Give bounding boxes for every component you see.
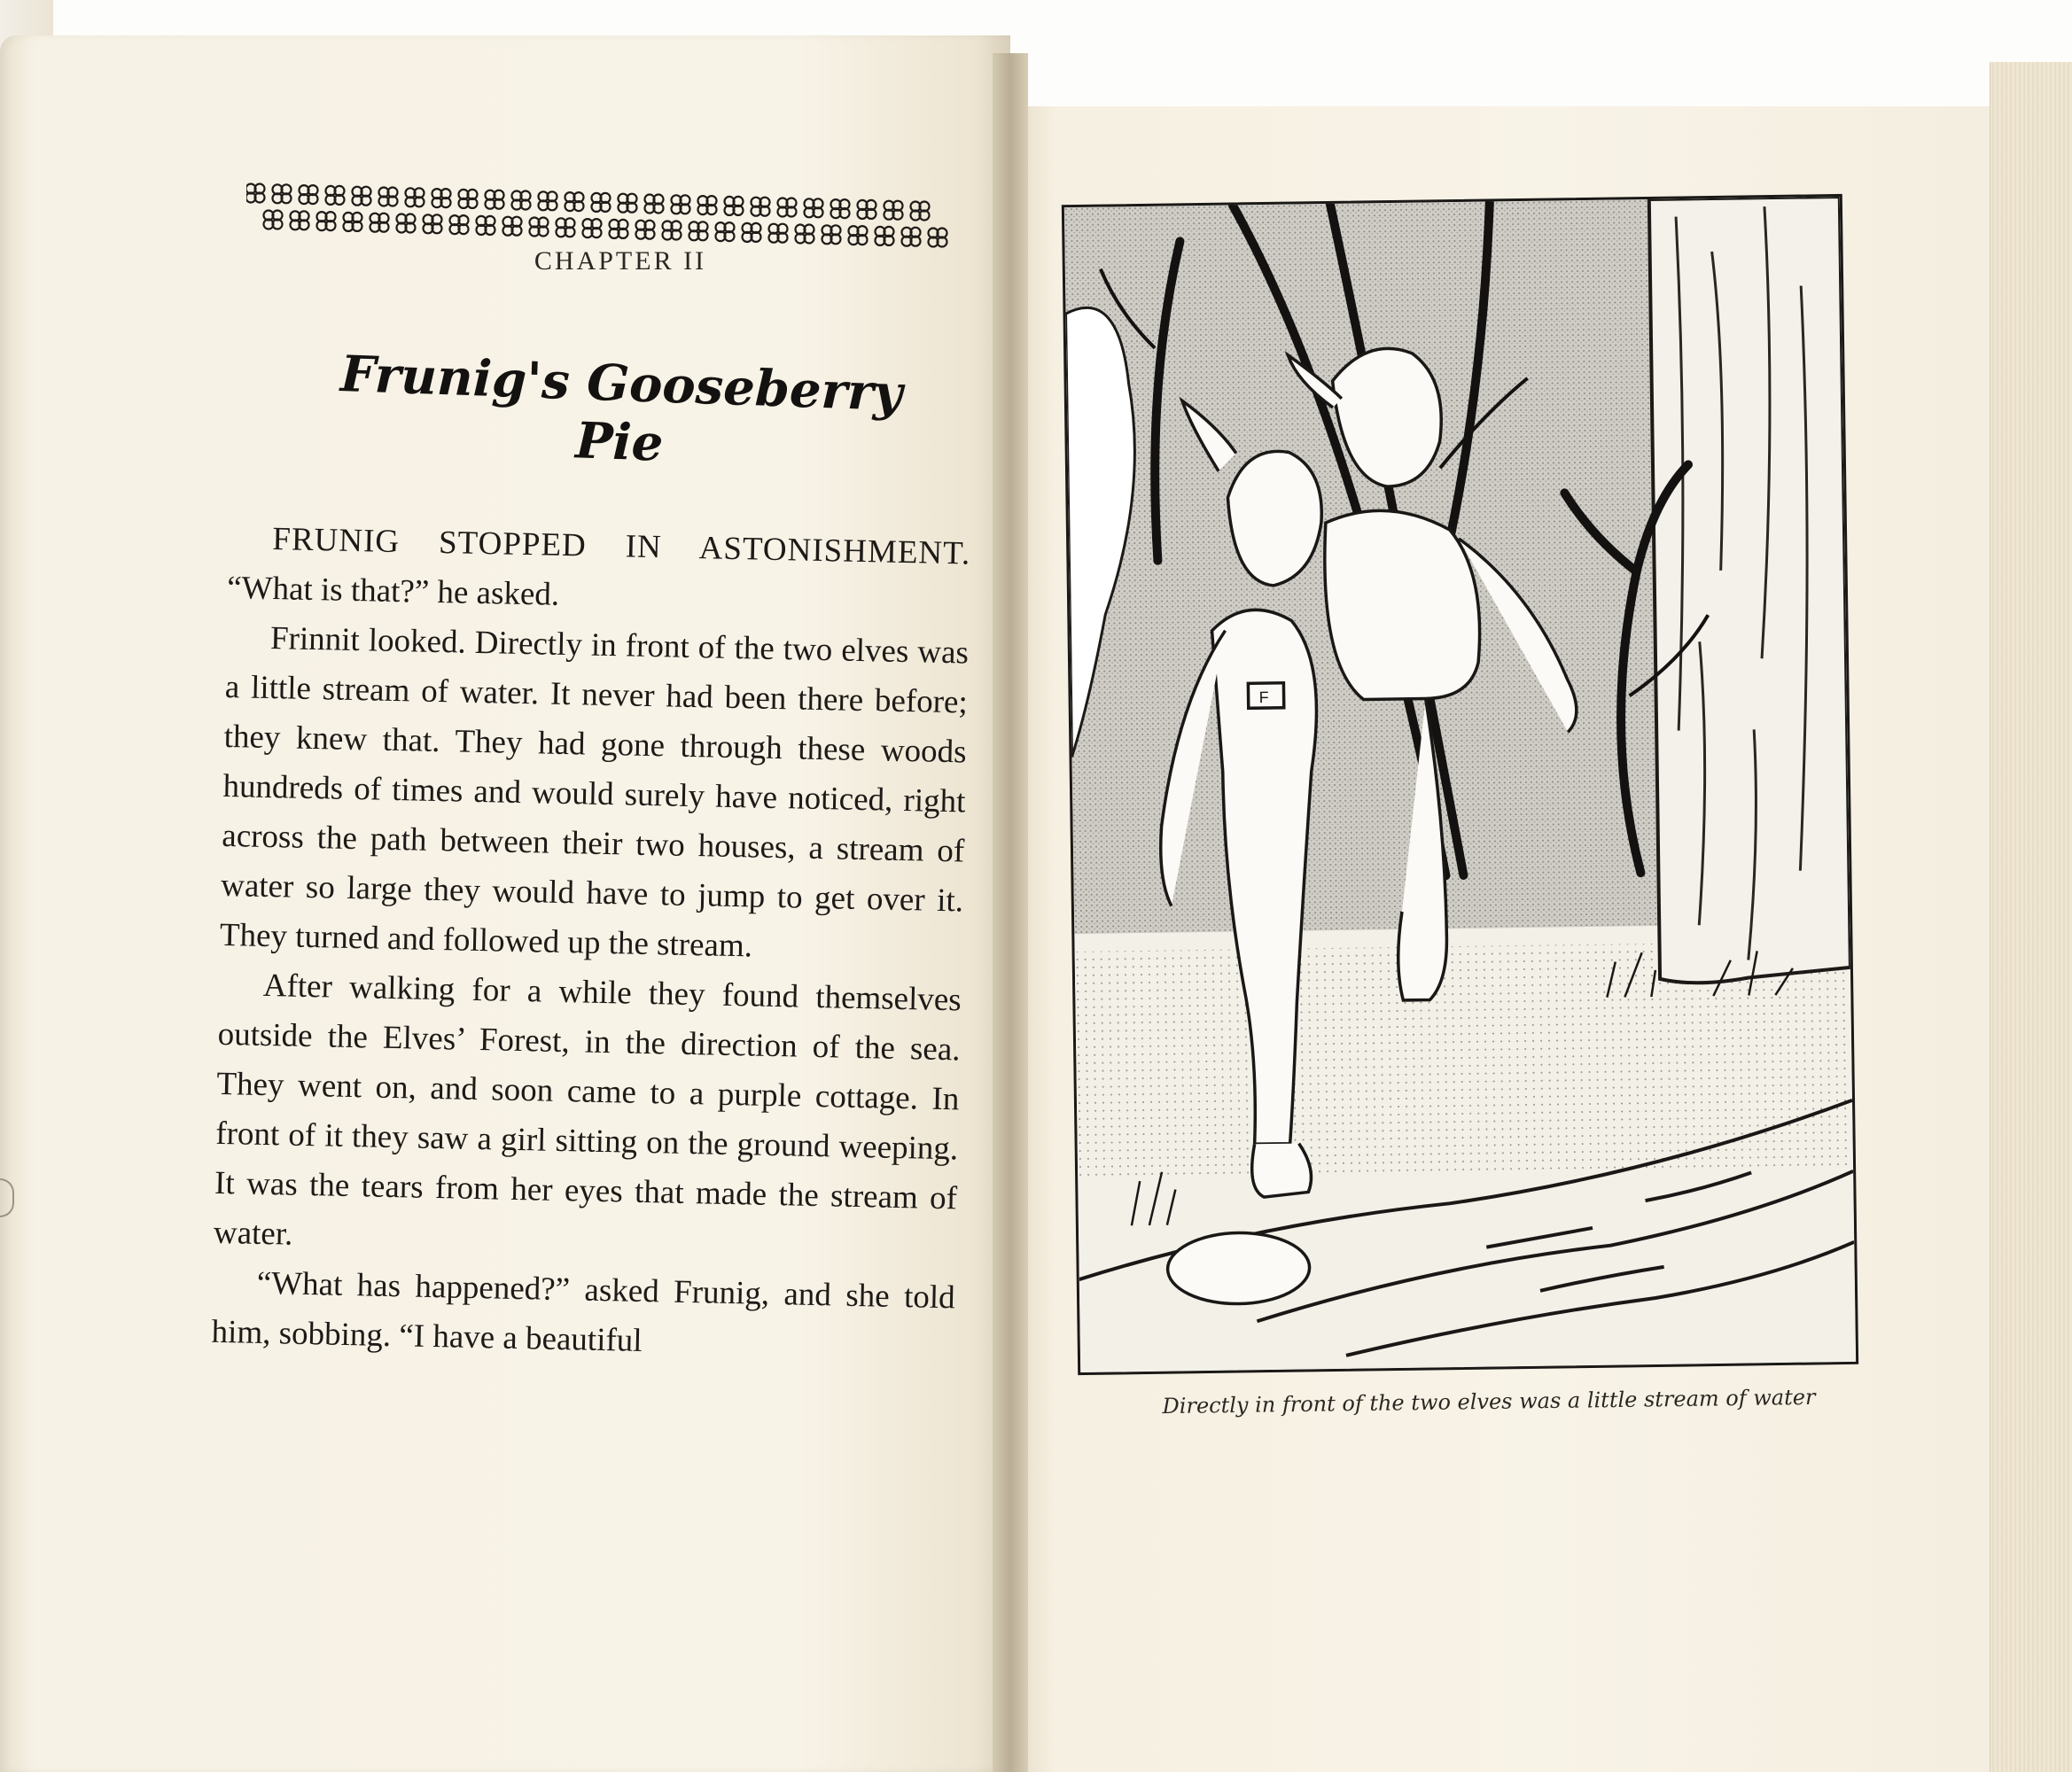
paragraph-text: “What is that?” he asked.: [226, 569, 560, 613]
body-text: [211, 514, 971, 1372]
paragraph: [227, 514, 971, 629]
paragraph: “What has happened?” asked Frunig, and she told him, sobbing. “I have a beautiful: [211, 1264, 956, 1359]
paragraph: After walking for a while they found themselves outside the Elves’ Forest, in the direction of the sea. They went on, and soon came to a purple cottage. In front of it they saw a girl sitting on the ground weeping. It was the tears from her eyes that made the stream of water.: [213, 967, 962, 1253]
illustration: [1062, 194, 1858, 1375]
book-gutter: [993, 53, 1028, 1772]
chapter-ornament: [246, 174, 973, 253]
chapter-title: Frunig's Gooseberry Pie: [339, 344, 904, 473]
illustration-caption: Directly in front of the two elves was a little stream of water: [1162, 1384, 1816, 1419]
chest-letter: F: [1258, 688, 1269, 707]
paragraph: Frinnit looked. Directly in front of the two elves was a little stream of water. It never had been there before; they knew that. They had gone through these woods hundreds of times and would surely have noticed, right across the path between their two houses, a stream of water so large they would have to jump to get over it. They turned and followed up the stream.: [219, 620, 970, 965]
page-edges: [1990, 62, 2072, 1772]
paragraph-lead: FRUNIG STOPPED IN ASTONISHMENT.: [271, 521, 971, 572]
chapter-heading: CHAPTER II: [534, 246, 707, 276]
